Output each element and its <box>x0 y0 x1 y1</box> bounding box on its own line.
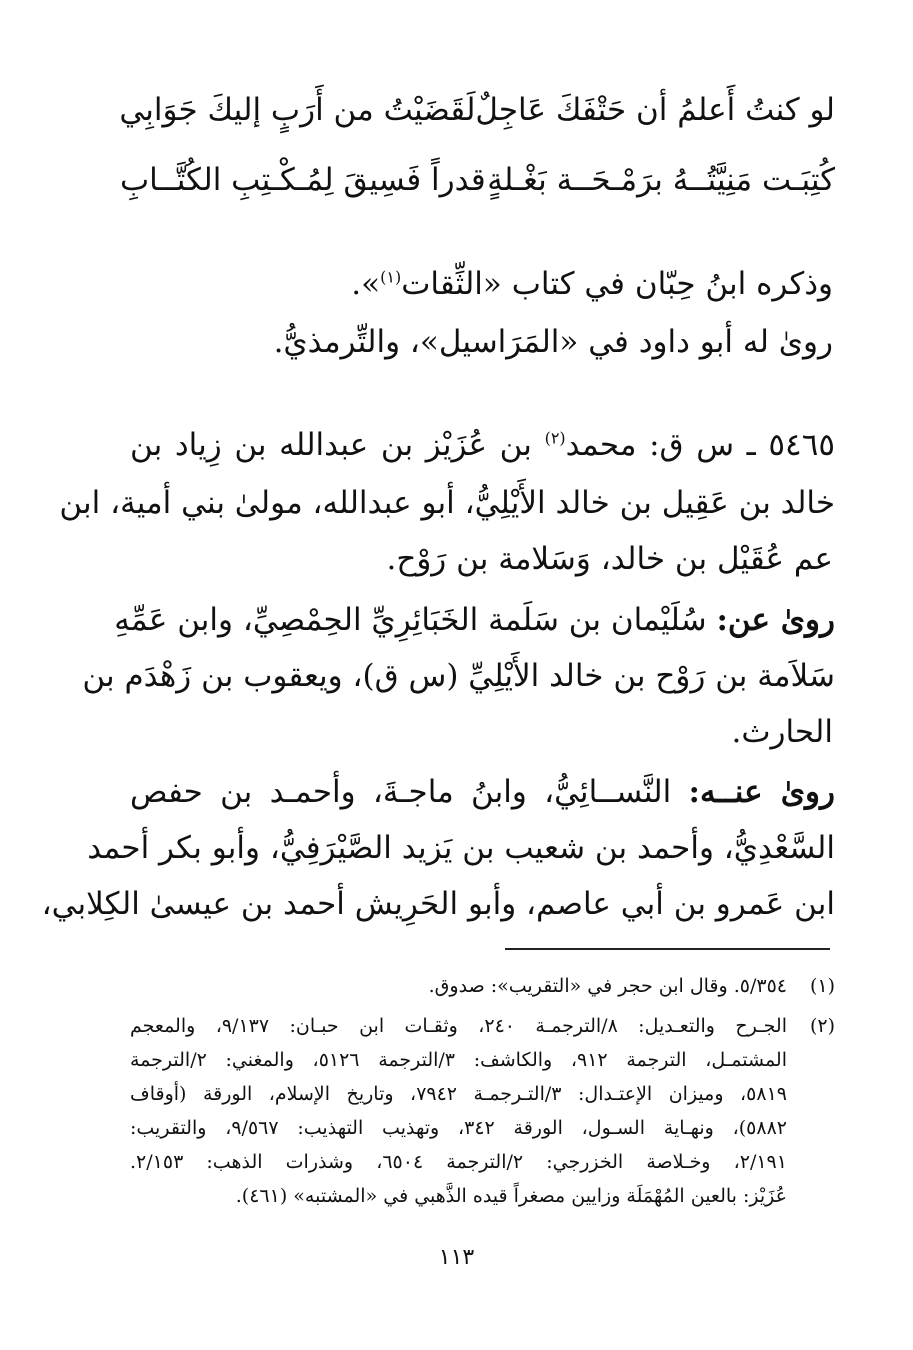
footnote-2-line-2: المشتمـل، الترجمة ٩١٢، والكاشف: ٣/الترجمة ٥١٢٦، والمغني: ٢/الترجمة <box>130 1049 787 1071</box>
footnote-ref-2: (٢) <box>544 428 566 448</box>
verse-line-2 <box>120 150 835 210</box>
text-run: وذكره ابنُ حِبّان في كتاب «الثِّقات <box>401 266 833 302</box>
entry-heading-line <box>130 425 835 465</box>
verse-line-1 <box>120 80 835 140</box>
narrated-by-line-3: ابن عَمرو بن أبي عاصم، وأبو الحَرِيش أحمد بن عيسىٰ الكِلابي، <box>41 886 835 922</box>
text-run: ». <box>351 266 381 302</box>
footnote-number: (١) <box>809 975 835 997</box>
entry-number: ٥٤٦٥ ـ س ق: محمد <box>565 427 836 463</box>
verse-hemistich-right: لو كنتُ أَعلمُ أن حَتْفَكَ عَاجِلٌ <box>475 92 835 128</box>
verse-hemistich-left: قدراً فَسِيقَ لِمُـكْـتِبِ الكُتَّــابِ <box>120 162 486 198</box>
narrated-by-abu-dawud-line: روىٰ له أبو داود في «المَرَاسيل»، والتِّرمذيُّ. <box>273 324 833 360</box>
narrated-from-line-2: سَلاَمة بن رَوْح بن خالد الأَيْلِيِّ (س ق)، ويعقوب بن زَهْدَم بن <box>82 658 835 694</box>
footnote-2-line-4: ٥٨٨٢)، ونهـاية السـول، الورقة ٣٤٢، وتهذيب التهذيب: ٩/٥٦٧، والتقريب: <box>130 1117 787 1139</box>
page-number: ١١٣ <box>438 1245 475 1270</box>
narrated-from-line-1 <box>114 600 835 640</box>
footnote-2-line-5: ٢/١٩١، وخـلاصة الخزرجي: ٢/الترجمة ٦٥٠٤، وشذرات الذهب: ٢/١٥٣. <box>130 1151 787 1173</box>
text-run: النَّســائِيُّ، وابنُ ماجـةَ، وأحمـد بن حفص <box>130 774 672 810</box>
text-run: بن عُزَيْز بن عبدالله بن زِياد بن <box>130 427 532 463</box>
text-run: سُلَيْمان بن سَلَمة الخَبَائِرِيِّ الحِمْصِيِّ، وابن عَمِّهِ <box>114 602 707 638</box>
narrated-by-line-2: السَّعْدِيُّ، وأحمد بن شعيب بن يَزيد الصَّيْرَفِيُّ، وأبو بكر أحمد <box>87 830 835 866</box>
footnote-ref-1: (١) <box>380 267 402 287</box>
narrated-by-label: روىٰ عنــه: <box>688 774 835 810</box>
footnote-text: الجـرح والتعـديل: ٨/الترجمـة ٢٤٠، وثقـات ابن حبـان: ٩/١٣٧، والمعجم <box>130 1015 787 1037</box>
narrated-by-line-1 <box>130 772 835 812</box>
ibn-hibban-line <box>133 264 833 304</box>
narrated-from-line-3: الحارث. <box>731 714 833 750</box>
footnote-2-line-3: ٥٨١٩، وميزان الإعتـدال: ٣/التـرجمـة ٧٩٤٢، وتاريخ الإسلام، الورقة (أوقاف <box>130 1083 787 1105</box>
footnote-separator <box>505 948 830 950</box>
footnote-number: (٢) <box>809 1015 835 1037</box>
footnote-text: ٥/٣٥٤. وقال ابن حجر في «التقريب»: صدوق. <box>428 975 787 997</box>
narrated-from-label: روىٰ عن: <box>716 602 835 638</box>
entry-line-3: عم عُقَيْل بن خالد، وَسَلامة بن رَوْح. <box>386 541 833 577</box>
verse-hemistich-left: لَقَضَيْتُ من أَرَبٍ إليكَ جَوَابِي <box>119 92 476 128</box>
verse-hemistich-right: كُتِبَـت مَنِيَّتُــهُ برَمْـحَــة بَغْـلةٍ <box>487 162 835 198</box>
entry-line-2: خالد بن عَقِيل بن خالد الأَيْلِيُّ، أبو عبدالله، مولىٰ بني أمية، ابن <box>59 485 835 521</box>
footnote-2-line-6: عُزَيْز: بالعين المُهْمَلَة وزايين مصغراً قيده الذَّهبي في «المشتبه» (٤٦١). <box>235 1185 787 1207</box>
